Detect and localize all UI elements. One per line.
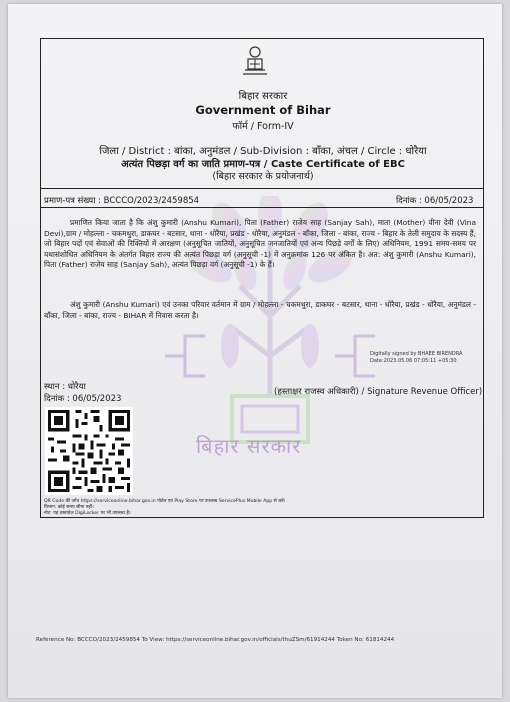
hindi-title: बिहार सरकार (238, 91, 288, 102)
digital-signature-line: Digitally signed by BHAEE BIRENDRA (370, 351, 463, 357)
divider (40, 188, 484, 189)
signature-title: (हस्ताक्षर राजस्व अधिकारी) / Signature Revenue Officer) (274, 387, 483, 397)
digital-signature (370, 351, 462, 365)
footer-digilocker-note: नोट: यह दस्तावेज़ DigiLocker पर भी उपलब्ध है। (44, 511, 131, 516)
place-label: स्थान : धोरैया (44, 382, 86, 392)
watermark-text: बिहार सरकार (196, 434, 302, 458)
digital-signature-date: Date:2023.05.06 07:05:11 +05:30 (370, 358, 457, 364)
date-label: दिनांक : 06/05/2023 (44, 394, 122, 404)
bihar-emblem-icon (240, 44, 270, 78)
certificate-title: अत्यंत पिछड़ा वर्ग का जाति प्रमाण-पत्र / Caste Certificate of EBC (121, 159, 405, 170)
english-title: Government of Bihar (195, 103, 331, 117)
form-number: फॉर्म / Form-IV (232, 121, 294, 132)
reference-line: Reference No: BCCCO/2023/2459854 To View: https://serviceonline.bihar.gov.in/officials/thuZSm/61914244 Token No: 61814244 (36, 637, 395, 643)
district-line: जिला / District : बांका, अनुमंडल / Sub-Division : बाँका, अंचल / Circle : धोरैया (99, 146, 427, 157)
certificate-purpose: (बिहार सरकार के प्रयोजनार्थ) (212, 171, 314, 182)
certification-paragraph: प्रमाणित किया जाता है कि अंशु कुमारी (Anshu Kumari), पिता (Father) राजेय साह (Sanjay Sah), माता (Mother) वीना देवी (Vina Devi),ग्राम / मोहल्ला - चकमथुरा, डाकघर - बटसार, थाना - धोरैया, प्रखंड - धोरैया, अनुमंडल - बाँका, जिला - बांका, राज्य - बिहार के तेली समुदाय के सदस्य हैं, जो बिहार पदों एवं सेवाओं की रिक्तियों में आरक्षण (अनुसूचित जातियों, अनुसूचित जनजातियों एवं अन्य पिछड़े वर्गों के लिए) अधिनियम, 1991 समय-समय पर यथासंशोधित अधिनियम के अंतर्गत बिहार राज्य की अत्यंत पिछड़ा वर्ग (अनुसूची -1) में अनुक्रमांक 126 पर अंकित है। अत: अंशु कुमारी (Anshu Kumari), पिता (Father) राजेय साह (Sanjay Sah), अत्यंत पिछड़ा वर्ग (अनुसूची -1) के हैं। (44, 218, 476, 270)
divider (40, 207, 484, 208)
qr-code-icon[interactable] (45, 407, 133, 495)
issue-date: दिनांक : 06/05/2023 (396, 196, 474, 206)
residence-paragraph: अंशु कुमारी (Anshu Kumari) एवं उनका परिवार वर्तमान में ग्राम / मोहल्ला - चकमथुरा, डाकघर - बटसार, थाना - धोरैया, प्रखंड - धोरैया, अनुमंडल - बाँका, जिला - बांका, राज्य - BIHAR में निवास करता है। (44, 300, 476, 320)
certificate-number: प्रमाण-पत्र संख्या : BCCCO/2023/2459854 (44, 196, 200, 206)
footer-qr-note: QR Code की जाँच https://serviceonline.bihar.gov.in पोर्टल एवं Play Store पर उपलब्ध ServicePlus Mobile App से करें। (44, 499, 286, 504)
footer-validity-note: विभाग: कोई समय सीमा नहीं। (44, 505, 94, 510)
